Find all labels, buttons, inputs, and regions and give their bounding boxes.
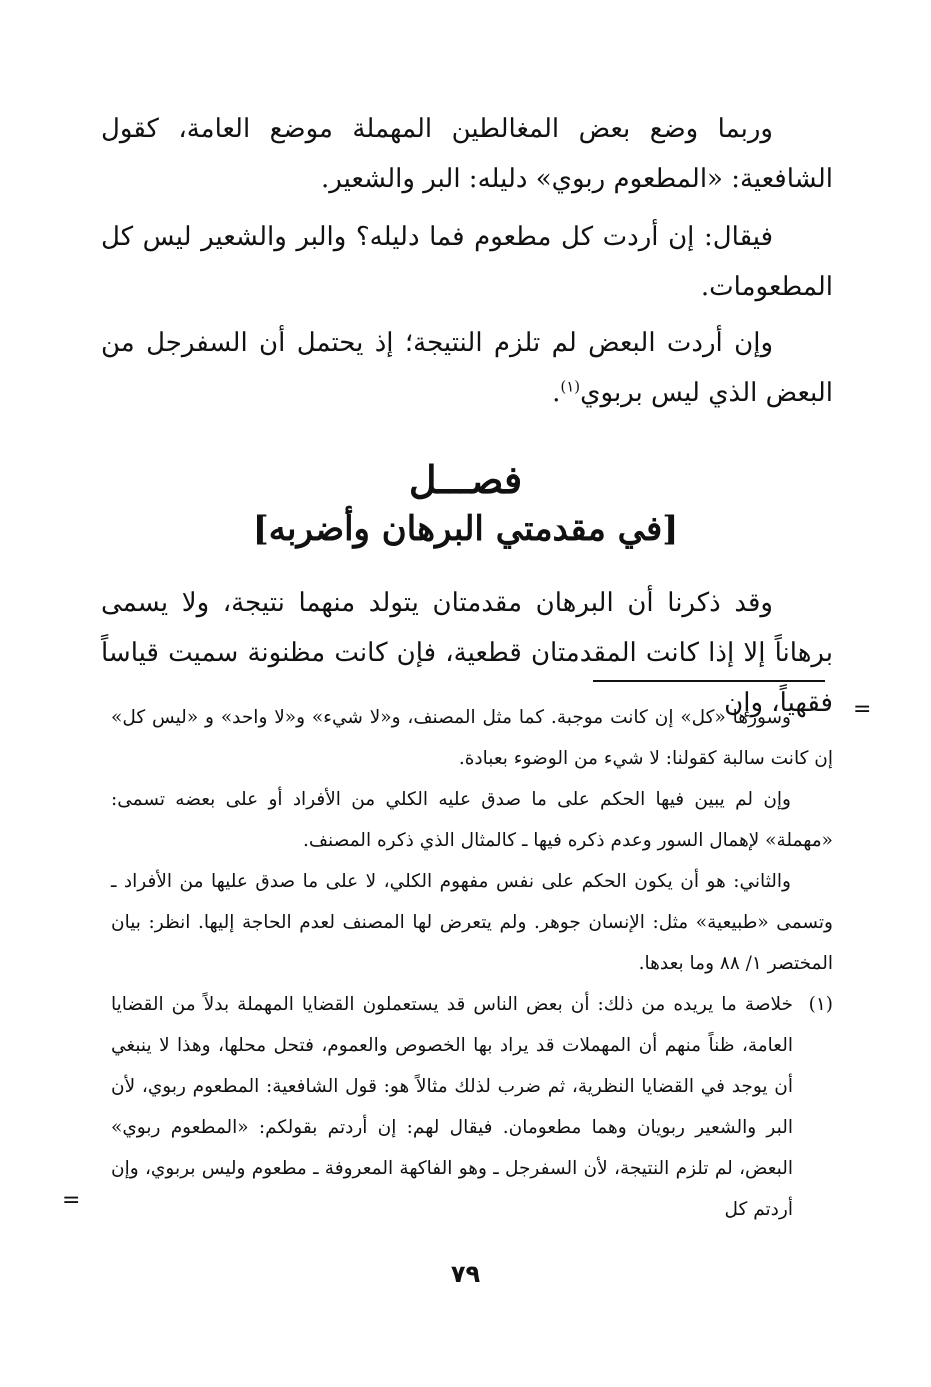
paragraph-text: وربما وضع بعض المغالطين المهملة موضع العامة، كقول الشافعية: «المطعوم ربوي» دليله: البر والشعير. — [101, 114, 833, 194]
footnote-marker: (١) — [808, 994, 833, 1015]
section-subtitle: [في مقدمتي البرهان وأضربه] — [252, 509, 679, 549]
paragraph-text: وقد ذكرنا أن البرهان مقدمتان يتولد منهما نتيجة، ولا يسمى برهاناً إلا إذا كانت المقدمتان قطعية، فإن كانت مظنونة سميت قياساً فقهياً، وإن — [101, 588, 833, 718]
paragraph-end-punctuation: . — [552, 378, 561, 408]
footnote-continuation-mark-top: = — [853, 697, 872, 722]
footnote-continued-3: والثاني: هو أن يكون الحكم على نفس مفهوم الكلي، لا على ما صدق عليها من الأفراد ـ وتسمى «طبيعية» مثل: الإنسان جوهر. ولم يتعرض لها المصنف لعدم الحاجة إليها. انظر: بيان المختصر ١/ ٨٨ وما بعدها. — [111, 871, 833, 974]
footnote-1 — [111, 984, 833, 1230]
footnote-text: خلاصة ما يريده من ذلك: أن بعض الناس قد يستعملون القضايا المهملة بدلاً من القضايا العامة، ظناً منهم أن المهملات قد يراد بها الخصوص والعموم، فتحل محلها، وهذا لا ينبغي أن يوجد في القضايا النظرية، ثم ضرب لذلك مثالاً هو: قول الشافعية: المطعوم ربوي، لأن البر والشعير ربويان وهما مطعومان. فيقال لهم: إن أردتم بقولكم: «المطعوم ربوي» البعض، لم تلزم النتيجة، لأن السفرجل ـ وهو الفاكهة المعروفة ـ مطعوم وليس بربوي، وإن أردتم كل — [111, 994, 793, 1220]
paragraph-text-main: وإن أردت البعض لم تلزم النتيجة؛ إذ يحتمل أن السفرجل من البعض الذي ليس بربوي — [101, 328, 833, 408]
footnotes-block — [111, 697, 833, 1230]
body-paragraph-1 — [101, 104, 833, 204]
footnote-continuation-mark-bottom: = — [62, 1188, 81, 1213]
section-title: فصـــل — [408, 457, 523, 502]
body-paragraph-3 — [101, 318, 833, 418]
footnote-continued-2: وإن لم يبين فيها الحكم على ما صدق عليه الكلي من الأفراد أو على بعضه تسمى: «مهملة» لإهمال السور وعدم ذكره فيها ـ كالمثال الذي ذكره المصنف. — [111, 789, 833, 851]
paragraph-text — [101, 318, 833, 418]
page-number: ٧٩ — [450, 1260, 481, 1288]
footnote-continued-1: وسورها «كل» إن كانت موجبة. كما مثل المصنف، و«لا شيء» و«لا واحد» و «ليس كل» إن كانت سالبة كقولنا: لا شيء من الوضوء بعبادة. — [111, 707, 833, 769]
footnote-separator-line — [593, 680, 825, 682]
body-paragraph-2 — [101, 212, 833, 312]
paragraph-text: فيقال: إن أردت كل مطعوم فما دليله؟ والبر والشعير ليس كل المطعومات. — [101, 222, 833, 302]
footnote-reference[interactable]: (١) — [560, 377, 581, 396]
